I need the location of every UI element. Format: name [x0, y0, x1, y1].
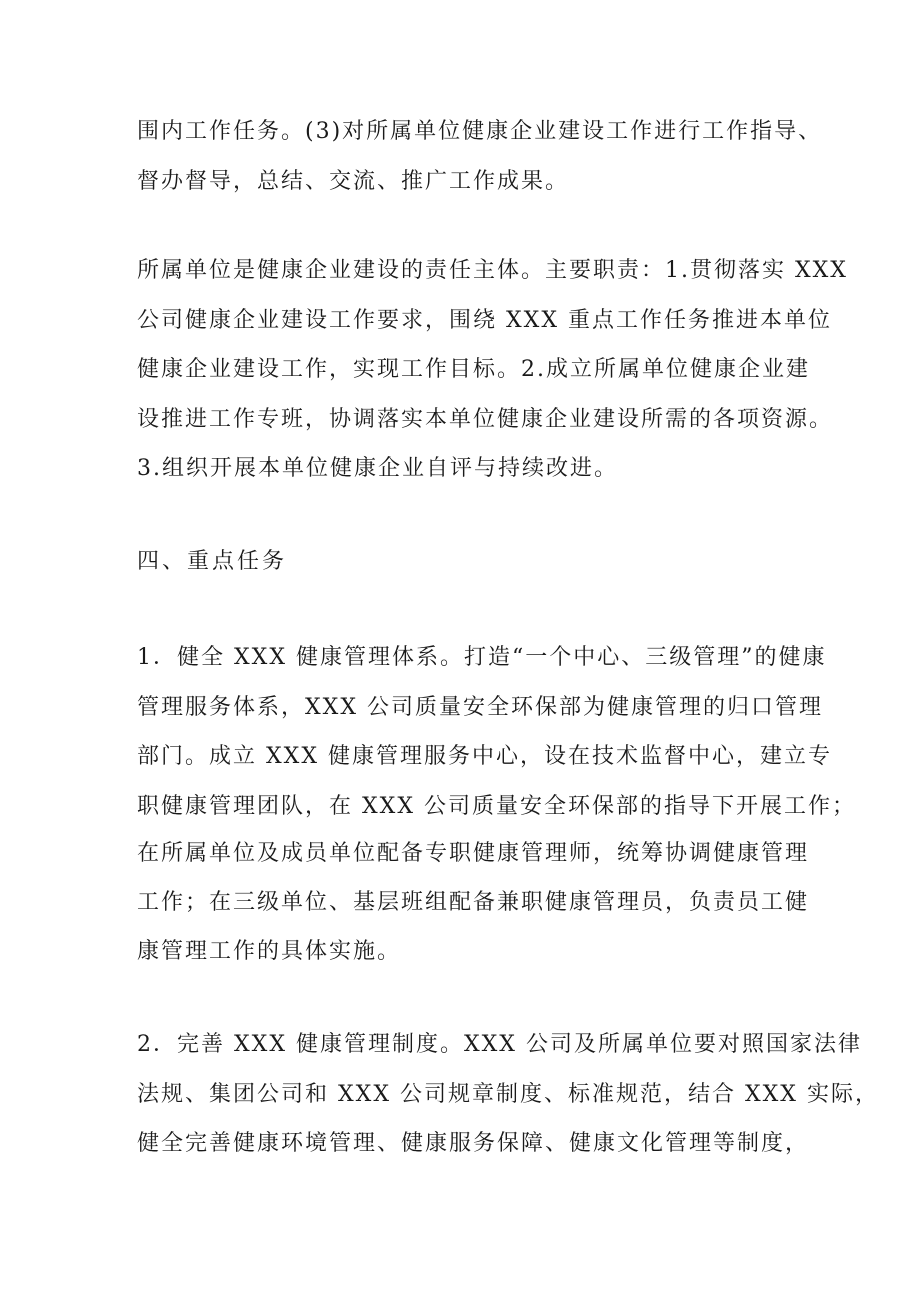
text-line: 法规、集团公司和 XXX 公司规章制度、标准规范，结合 XXX 实际， [137, 1082, 879, 1107]
text-line: 职健康管理团队，在 XXX 公司质量安全环保部的指导下开展工作； [137, 794, 856, 819]
text-line: 在所属单位及成员单位配备专职健康管理师，统筹协调健康管理 [137, 841, 810, 866]
text-line: 1．健全 XXX 健康管理体系。打造“一个中心、三级管理”的健康 [137, 645, 827, 670]
text-line: 3.组织开展本单位健康企业自评与持续改进。 [137, 456, 618, 481]
section-heading: 四、重点任务 [137, 549, 288, 574]
text-line: 所属单位是健康企业建设的责任主体。主要职责：1.贯彻落实 XXX [137, 258, 848, 283]
text-line: 督办督导，总结、交流、推广工作成果。 [137, 169, 570, 194]
text-line: 健全完善健康环境管理、健康服务保障、健康文化管理等制度， [137, 1131, 810, 1156]
text-line: 部门。成立 XXX 健康管理服务中心，设在技术监督中心，建立专 [137, 744, 832, 769]
text-line: 健康企业建设工作，实现工作目标。2.成立所属单位健康企业建 [137, 357, 810, 382]
text-line: 工作；在三级单位、基层班组配备兼职健康管理员，负责员工健 [137, 890, 810, 915]
text-line: 康管理工作的具体实施。 [137, 939, 402, 964]
text-line: 2．完善 XXX 健康管理制度。XXX 公司及所属单位要对照国家法律 [137, 1032, 862, 1057]
text-line: 设推进工作专班，协调落实本单位健康企业建设所需的各项资源。 [137, 407, 834, 432]
text-line: 管理服务体系，XXX 公司质量安全环保部为健康管理的归口管理 [137, 695, 823, 720]
text-line: 围内工作任务。(3)对所属单位健康企业建设工作进行工作指导、 [137, 119, 823, 144]
text-line: 公司健康企业建设工作要求，围绕 XXX 重点工作任务推进本单位 [137, 308, 832, 333]
